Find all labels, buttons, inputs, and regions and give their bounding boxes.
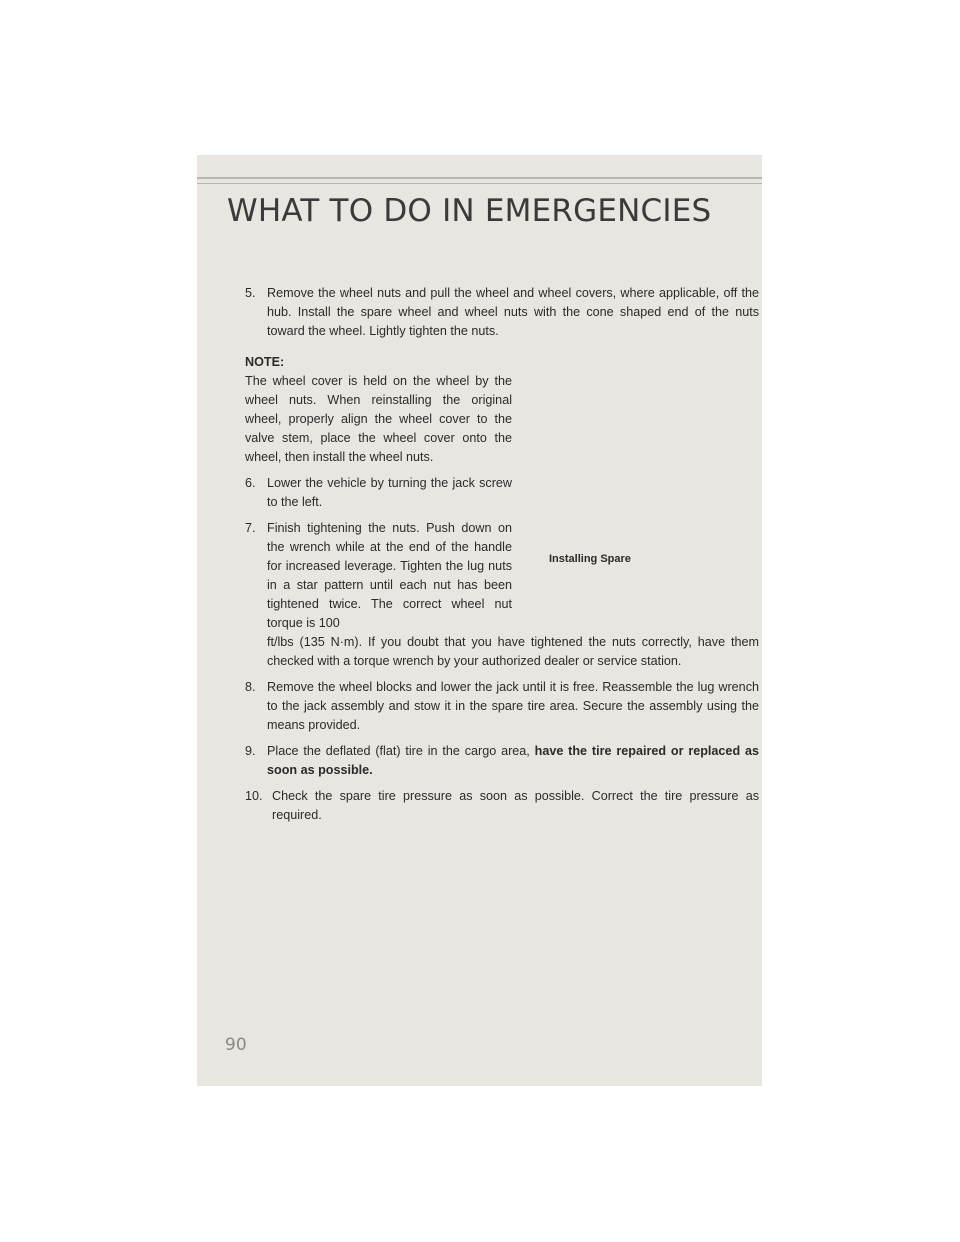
body-text <box>245 284 759 832</box>
step-5: 5. Remove the wheel nuts and pull the wheel and wheel covers, where applicable, off the hub. Install the spare wheel and wheel nuts with the cone shaped end of the nuts toward the wheel. Lightly tighten the nuts. <box>245 286 759 338</box>
step-8: 8. Remove the wheel blocks and lower the jack until it is free. Reassemble the lug wrench to the jack assembly and stow it in the spare tire area. Secure the assembly using the means provided. <box>245 680 759 732</box>
figure-caption: Installing Spare <box>549 553 631 565</box>
note-label: NOTE: <box>245 355 285 369</box>
step-9: 9. Place the deflated (flat) tire in the cargo area, have the tire repaired or replaced as soon as possible. <box>245 744 759 777</box>
step-9-emphasis: have the tire repaired or replaced as soon as possible. <box>267 744 759 777</box>
page-number: 90 <box>225 1035 247 1055</box>
header-rule-bottom <box>197 183 762 184</box>
section-title: WHAT TO DO IN EMERGENCIES <box>227 193 712 229</box>
step-7: 7. Finish tightening the nuts. Push down on the wrench while at the end of the handle for increased leverage. Tighten the lug nuts in a star pattern until each nut has been tightened twice. The correct wheel nut torque is 100 <box>245 521 512 630</box>
step-6: 6. Lower the vehicle by turning the jack screw to the left. <box>245 476 512 509</box>
step-10: 10. Check the spare tire pressure as soon as possible. Correct the tire pressure as required. <box>245 789 759 822</box>
note-text: The wheel cover is held on the wheel by the wheel nuts. When reinstalling the original wheel, properly align the wheel cover to the valve stem, place the wheel cover onto the wheel, then install the wheel nuts. <box>245 374 512 464</box>
left-column <box>245 353 512 633</box>
manual-page <box>197 155 762 1086</box>
step-7-continued: ft/lbs (135 N·m). If you doubt that you have tightened the nuts correctly, have them checked with a torque wrench by your authorized dealer or service station. <box>267 635 759 668</box>
header-rule-top <box>197 177 762 179</box>
